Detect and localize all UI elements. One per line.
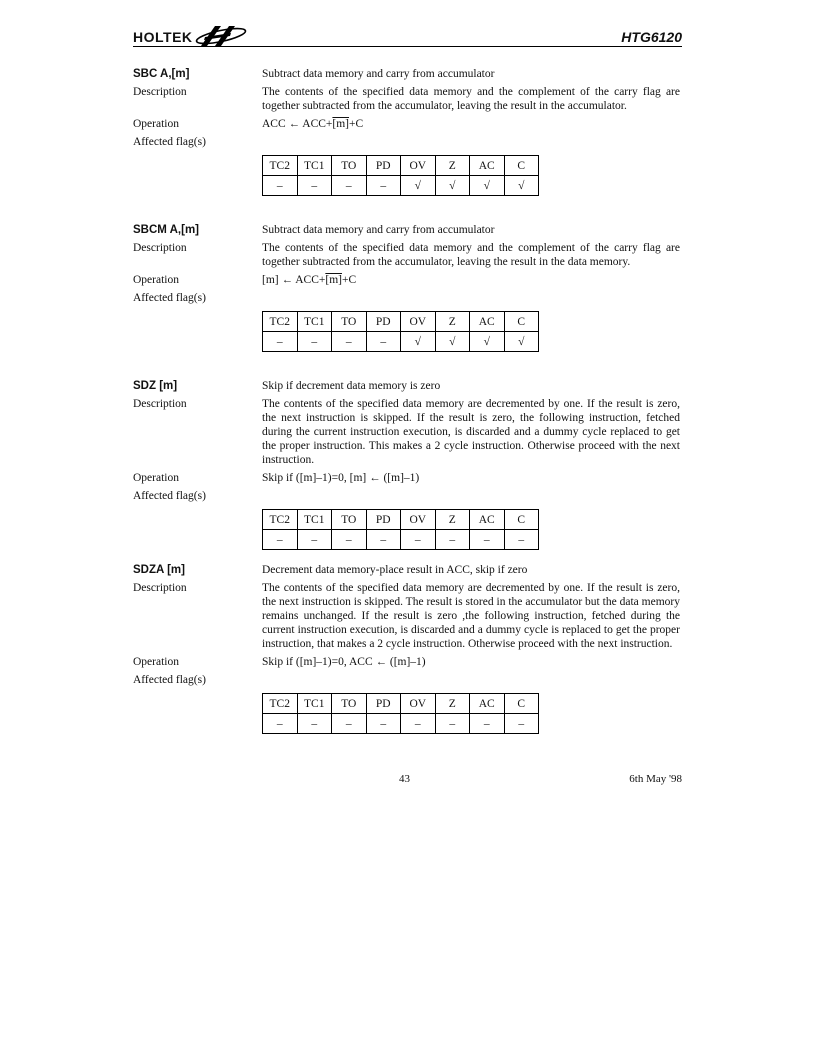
description-text: The contents of the specified data memory and the complement of the carry flag are together subtracted from the accumulator, leaving the result in the accumulator.: [262, 86, 680, 112]
instruction-title: Skip if decrement data memory is zero: [262, 380, 441, 392]
flag-value: √: [435, 176, 470, 196]
flag-header: TC1: [297, 312, 332, 332]
flag-value: –: [366, 714, 401, 734]
flag-header: PD: [366, 312, 401, 332]
flag-header: TC2: [263, 510, 298, 530]
flag-value: √: [435, 332, 470, 352]
holtek-logo-icon: [191, 24, 247, 46]
flag-value: √: [470, 332, 505, 352]
operation-text: ACC ← ACC+[m]+C: [262, 118, 364, 130]
operation-label: Operation: [133, 118, 179, 130]
flag-value: –: [401, 530, 436, 550]
flag-header: OV: [401, 156, 436, 176]
description-label: Description: [133, 582, 187, 594]
flag-value: –: [332, 714, 367, 734]
flag-value: √: [504, 176, 539, 196]
description-text: The contents of the specified data memory are decremented by one. If the result is zero, the next instruction is skipped. If the result is zero, the following instruction, fetched during the current instruction execution, is discarded and a dummy cycle replaced to get the proper instruction. This makes a 2 cycle instruction. Otherwise proceed with the next instruction.: [262, 398, 680, 466]
flag-value: √: [470, 176, 505, 196]
description-text: The contents of the specified data memory are decremented by one. If the result is zero, the next instruction is skipped. The result is stored in the accumulator but the data memory remains unchanged. If the result is zero ,the following instruction, fetched during the current instruction execution, is discarded and a dummy cycle is replaced to get the proper instruction, that makes a 2 cycle instruction. Otherwise proceed with the next instruction.: [262, 582, 680, 650]
flag-value: –: [263, 176, 298, 196]
flag-header: TO: [332, 510, 367, 530]
flag-header: Z: [435, 510, 470, 530]
flag-header: AC: [470, 694, 505, 714]
flag-value: –: [332, 176, 367, 196]
flags-table: [262, 155, 539, 196]
flag-value: –: [401, 714, 436, 734]
flag-value: –: [435, 530, 470, 550]
instruction-entry-sdza: [133, 563, 682, 734]
flag-header: AC: [470, 510, 505, 530]
flag-header: TC1: [297, 694, 332, 714]
flag-header: TC2: [263, 312, 298, 332]
flag-header: OV: [401, 510, 436, 530]
flag-header: Z: [435, 694, 470, 714]
mnemonic: SBCM A,[m]: [133, 224, 200, 236]
flag-header: AC: [470, 156, 505, 176]
mnemonic: SBC A,[m]: [133, 68, 190, 80]
flag-header: PD: [366, 510, 401, 530]
operation-text: [m] ← ACC+[m]+C: [262, 274, 357, 286]
footer-date: 6th May '98: [629, 773, 682, 785]
flag-value: –: [504, 530, 539, 550]
flag-header: Z: [435, 312, 470, 332]
mnemonic: SDZ [m]: [133, 380, 178, 392]
affected-flags-label: Affected flag(s): [133, 490, 206, 502]
flag-header: C: [504, 312, 539, 332]
instruction-entry-sbcm: [133, 223, 682, 352]
flag-header: TO: [332, 156, 367, 176]
flag-header: OV: [401, 694, 436, 714]
document-code: HTG6120: [621, 29, 682, 45]
flag-header: TC1: [297, 510, 332, 530]
flags-table: [262, 311, 539, 352]
operation-text: Skip if ([m]–1)=0, [m] ← ([m]–1): [262, 472, 420, 484]
flag-value: –: [297, 332, 332, 352]
flag-value: –: [470, 714, 505, 734]
flag-header: TO: [332, 312, 367, 332]
flag-header: TC2: [263, 694, 298, 714]
instruction-title: Subtract data memory and carry from accumulator: [262, 68, 495, 80]
page-header: [133, 22, 682, 47]
flags-table: [262, 693, 539, 734]
flag-value: –: [366, 332, 401, 352]
flag-value: –: [297, 176, 332, 196]
instruction-entry-sbc: [133, 67, 682, 196]
flag-header: Z: [435, 156, 470, 176]
flag-header: C: [504, 510, 539, 530]
affected-flags-label: Affected flag(s): [133, 674, 206, 686]
holtek-logo: [133, 24, 247, 46]
operation-text: Skip if ([m]–1)=0, ACC ← ([m]–1): [262, 656, 426, 668]
flag-header: OV: [401, 312, 436, 332]
flag-value: √: [504, 332, 539, 352]
flag-header: TC1: [297, 156, 332, 176]
operation-label: Operation: [133, 274, 179, 286]
flag-value: –: [332, 332, 367, 352]
operation-label: Operation: [133, 656, 179, 668]
flag-value: –: [366, 176, 401, 196]
operation-label: Operation: [133, 472, 179, 484]
flag-value: –: [297, 530, 332, 550]
flag-header: PD: [366, 694, 401, 714]
flag-value: √: [401, 176, 436, 196]
flag-value: –: [263, 332, 298, 352]
description-label: Description: [133, 398, 187, 410]
brand-name: HOLTEK: [133, 29, 193, 45]
flag-value: –: [366, 530, 401, 550]
flag-header: AC: [470, 312, 505, 332]
flag-header: C: [504, 156, 539, 176]
flag-value: –: [470, 530, 505, 550]
affected-flags-label: Affected flag(s): [133, 136, 206, 148]
flag-value: –: [263, 714, 298, 734]
flag-value: –: [435, 714, 470, 734]
flag-value: –: [504, 714, 539, 734]
instruction-title: Decrement data memory-place result in ACC, skip if zero: [262, 564, 528, 576]
mnemonic: SDZA [m]: [133, 564, 185, 576]
instruction-title: Subtract data memory and carry from accumulator: [262, 224, 495, 236]
affected-flags-label: Affected flag(s): [133, 292, 206, 304]
flag-value: –: [263, 530, 298, 550]
flag-value: √: [401, 332, 436, 352]
flag-header: TO: [332, 694, 367, 714]
description-label: Description: [133, 86, 187, 98]
flag-header: PD: [366, 156, 401, 176]
flag-value: –: [332, 530, 367, 550]
flag-header: C: [504, 694, 539, 714]
flag-value: –: [297, 714, 332, 734]
description-text: The contents of the specified data memory and the complement of the carry flag are together subtracted from the accumulator, leaving the result in the data memory.: [262, 242, 680, 268]
page-number: 43: [399, 773, 410, 785]
description-label: Description: [133, 242, 187, 254]
flags-table: [262, 509, 539, 550]
instruction-entry-sdz: [133, 379, 682, 550]
flag-header: TC2: [263, 156, 298, 176]
